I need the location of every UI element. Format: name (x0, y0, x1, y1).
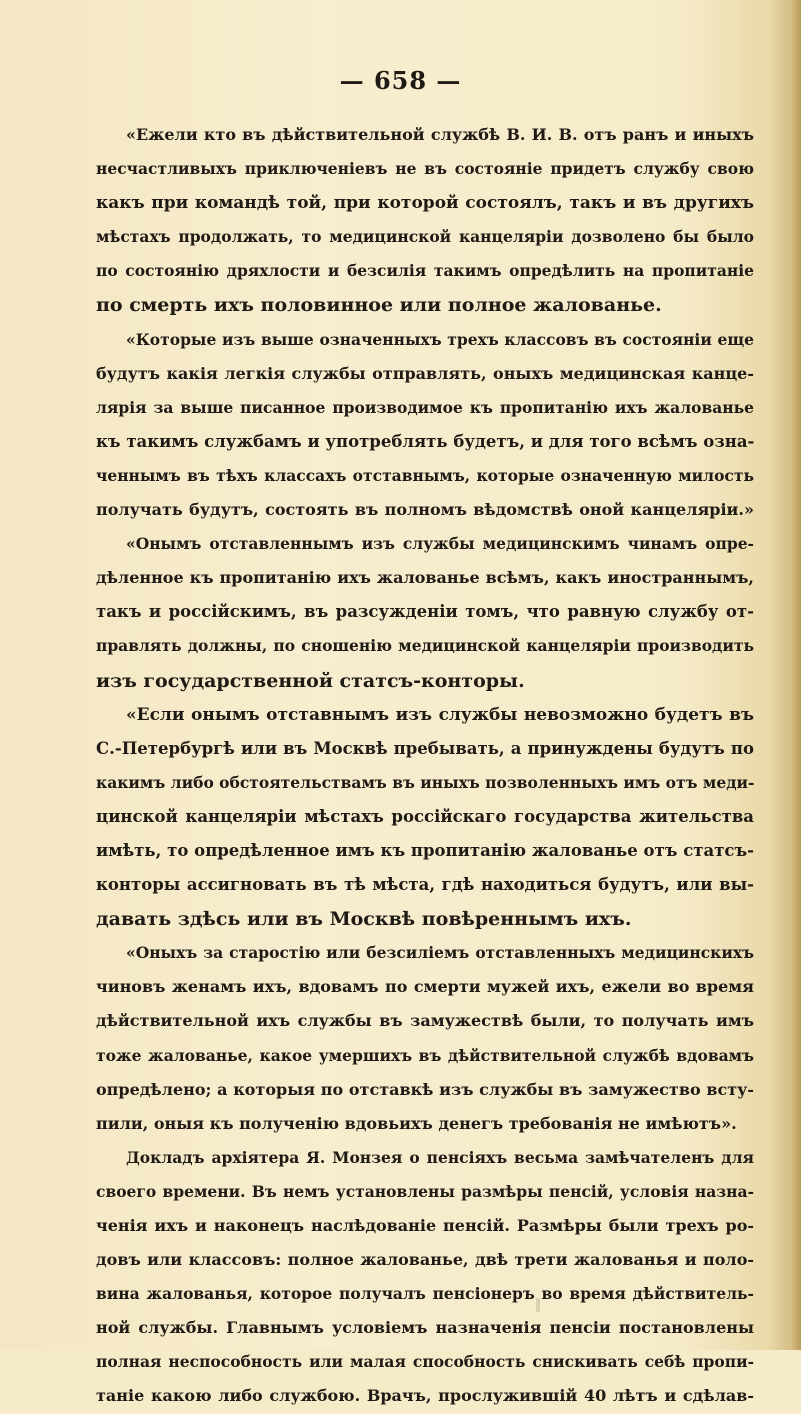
text-line: правлять должны, по сношенію медицинской канцеляріи производить (96, 636, 754, 656)
text-line: ченія ихъ и наконецъ наслѣдованіе пенсій. Размѣры были трехъ ро- (96, 1216, 754, 1235)
text-line: конторы ассигновать въ тѣ мѣста, гдѣ находиться будутъ, или вы- (96, 875, 754, 895)
text-line: получать будутъ, состоять въ полномъ вѣдомствѣ оной канцеляріи.» (96, 500, 754, 520)
text-line: ченнымъ въ тѣхъ классахъ отставнымъ, которые означенную милость (96, 465, 754, 485)
text-line: довъ или классовъ: полное жалованье, двѣ трети жалованья и поло- (96, 1250, 754, 1270)
text-line: «Ежели кто въ дѣйствительной службѣ В. И. В. отъ ранъ и иныхъ (126, 125, 754, 144)
text-line: тоже жалованье, какое умершихъ въ дѣйствительной службѣ вдовамъ (96, 1045, 754, 1065)
text-line: «Если онымъ отставнымъ изъ службы невозможно будетъ въ (126, 704, 754, 725)
text-line: ной службы. Главнымъ условіемъ назначенія пенсіи постановлены (96, 1318, 754, 1338)
text-line: изъ государственной статсъ-конторы. (96, 669, 525, 692)
text-line: такъ и россійскимъ, въ разсужденіи томъ, что равную службу от- (96, 602, 754, 622)
text-line: какъ при командѣ той, при которой состоялъ, такъ и въ другихъ (96, 193, 754, 214)
text-line: какимъ либо обстоятельствамъ въ иныхъ позволенныхъ имъ отъ меди- (96, 772, 754, 792)
text-line: Докладъ архіятера Я. Монзея о пенсіяхъ весьма замѣчателенъ для (126, 1147, 754, 1167)
text-line: «Оныхъ за старостію или безсиліемъ отставленныхъ медицинскихъ (126, 943, 754, 963)
text-line: къ такимъ службамъ и употреблять будетъ, и для того всѣмъ озна- (96, 431, 754, 451)
page-mark (536, 1298, 540, 1312)
text-line: чиновъ женамъ ихъ, вдовамъ по смерти мужей ихъ, ежели во время (96, 977, 754, 997)
text-line: «Онымъ отставленнымъ изъ службы медицинскимъ чинамъ опре- (126, 534, 754, 554)
text-line: С.-Петербургѣ или въ Москвѣ пребывать, а принуждены будутъ по (96, 738, 754, 758)
text-line: дѣленное къ пропитанію ихъ жалованье всѣмъ, какъ иностраннымъ, (96, 568, 754, 588)
text-line: несчастливыхъ приключеніевъ не въ состояніе придетъ службу свою (96, 159, 754, 179)
text-line: вина жалованья, которое получалъ пенсіонеръ во время дѣйствитель- (96, 1284, 754, 1304)
text-line: пили, оныя къ полученію вдовьихъ денегъ требованія не имѣютъ». (96, 1113, 737, 1133)
text-line: имѣть, то опредѣленное имъ къ пропитанію жалованье отъ статсъ- (96, 840, 754, 860)
text-line: будутъ какія легкія службы отправлять, оныхъ медицинская канце- (96, 363, 754, 383)
text-line: по состоянію дряхлости и безсилія такимъ опредѣлить на пропитаніе (96, 261, 754, 281)
text-line: давать здѣсь или въ Москвѣ повѣреннымъ ихъ. (96, 908, 632, 931)
text-line: мѣстахъ продолжать, то медицинской канцеляріи дозволено бы было (96, 227, 754, 247)
text-line: полная неспособность или малая способность снискивать себѣ пропи- (96, 1352, 754, 1372)
text-line: опредѣлено; а которыя по отставкѣ изъ службы въ замужество всту- (96, 1079, 754, 1099)
body-text (96, 118, 754, 1414)
text-line: таніе какою либо службою. Врачъ, прослужившій 40 лѣтъ и сдѣлав- (96, 1386, 754, 1406)
page-edge (783, 0, 801, 1350)
text-line: дѣйствительной ихъ службы въ замужествѣ были, то получать имъ (96, 1011, 754, 1031)
text-line: цинской канцеляріи мѣстахъ россійскаго государства жительства (96, 806, 754, 826)
page-number: — 658 — (339, 66, 462, 95)
text-line: «Которые изъ выше означенныхъ трехъ классовъ въ состояніи еще (126, 329, 754, 349)
text-line: своего времени. Въ немъ установлены размѣры пенсій, условія назна- (96, 1181, 754, 1201)
text-line: по смерть ихъ половинное или полное жалованье. (96, 294, 662, 317)
text-line: лярія за выше писанное производимое къ пропитанію ихъ жалованье (96, 397, 754, 417)
